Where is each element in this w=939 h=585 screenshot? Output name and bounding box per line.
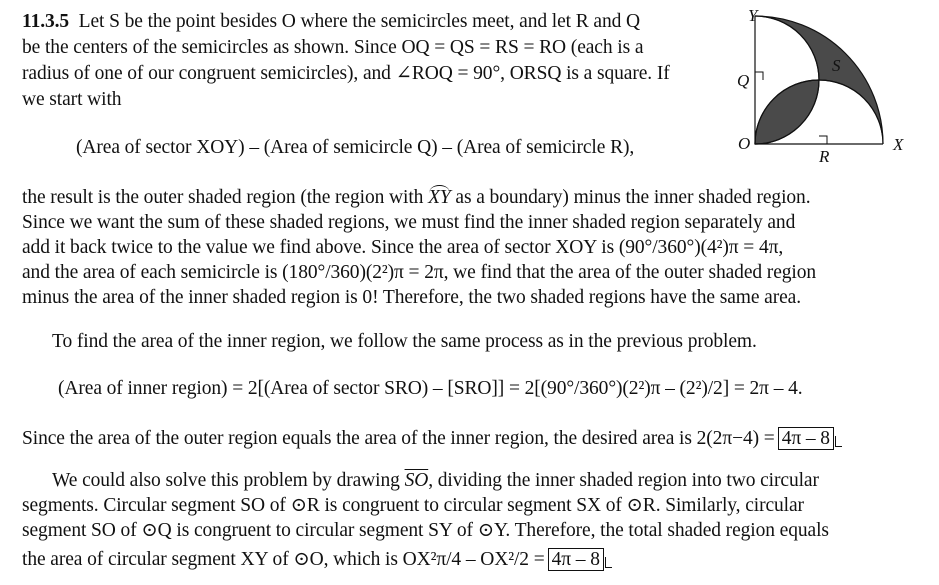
para2-line-3: add it back twice to the value we find above. Since the area of sector XOY is (90°/360°)(4²)π = 4π, [22, 237, 784, 258]
para5-line-4 [22, 548, 612, 572]
para2-line-5: minus the area of the inner shaded region is 0! Therefore, the two shaded regions have the same area. [22, 287, 801, 308]
label-r: R [819, 147, 830, 166]
answer-box-1-tail [835, 436, 842, 447]
intro-line-2: be the centers of the semicircles as shown. Since OQ = QS = RS = RO (each is a [22, 37, 644, 58]
arc-xy: XY [428, 187, 451, 208]
para5-line-2: segments. Circular segment SO of ⊙R is congruent to circular segment SX of ⊙R. Similarly, circular [22, 495, 804, 516]
intro-line-3: radius of one of our congruent semicircles), and ∠ROQ = 90°, ORSQ is a square. If [22, 63, 670, 84]
para2-line-1 [22, 186, 810, 210]
para2-line-2: Since we want the sum of these shaded regions, we must find the inner shaded region separately and [22, 212, 796, 233]
intro-text-1: Let S be the point besides O where the semicircles meet, and let R and Q [78, 11, 641, 32]
para5-line1-a: We could also solve this problem by drawing [52, 470, 405, 491]
para5-line1-b: , dividing the inner shaded region into two circular [428, 470, 819, 491]
equation-2: (Area of inner region) = 2[(Area of sector SRO) – [SRO]] = 2[(90°/360°)(2²)π – (2²)/2] = 2π – 4. [58, 378, 803, 399]
right-angle-q [755, 72, 763, 80]
para5-line-1 [52, 469, 819, 493]
label-x: X [893, 135, 904, 154]
para4 [22, 427, 842, 451]
para2-line1-b: as a boundary) minus the inner shaded region. [450, 187, 811, 208]
right-angle-r [819, 136, 827, 144]
segment-so: $\overline{SO}$ [404, 470, 429, 491]
intro-line-4: we start with [22, 89, 122, 110]
geometry-figure [735, 4, 935, 184]
label-q: Q [737, 71, 750, 90]
para2-line1-a: the result is the outer shaded region (the region with [22, 187, 429, 208]
answer-box-2: 4π – 8 [548, 548, 604, 571]
intro-line-1 [22, 10, 640, 34]
para4-text: Since the area of the outer region equals the area of the inner region, the desired area is 2(2π−4) = [22, 428, 775, 449]
para3: To find the area of the inner region, we follow the same process as in the previous problem. [52, 331, 757, 352]
answer-box-1: 4π – 8 [778, 427, 834, 450]
para2-line-4: and the area of each semicircle is (180°/360)(2²)π = 2π, we find that the area of the outer shaded region [22, 262, 817, 283]
problem-number: 11.3.5 [22, 11, 70, 32]
label-s: S [832, 56, 841, 75]
equation-1: (Area of sector XOY) – (Area of semicircle Q) – (Area of semicircle R), [76, 137, 635, 158]
label-y: Y [748, 6, 758, 25]
para5-line-3: segment SO of ⊙Q is congruent to circular segment SY of ⊙Y. Therefore, the total shaded region equals [22, 520, 829, 541]
label-o: O [738, 134, 751, 153]
figure-svg [735, 4, 935, 184]
para5-line4-text: the area of circular segment XY of ⊙O, which is OX²π/4 – OX²/2 = [22, 549, 545, 570]
inner-shaded-region [755, 80, 819, 144]
answer-box-2-tail [605, 557, 612, 568]
